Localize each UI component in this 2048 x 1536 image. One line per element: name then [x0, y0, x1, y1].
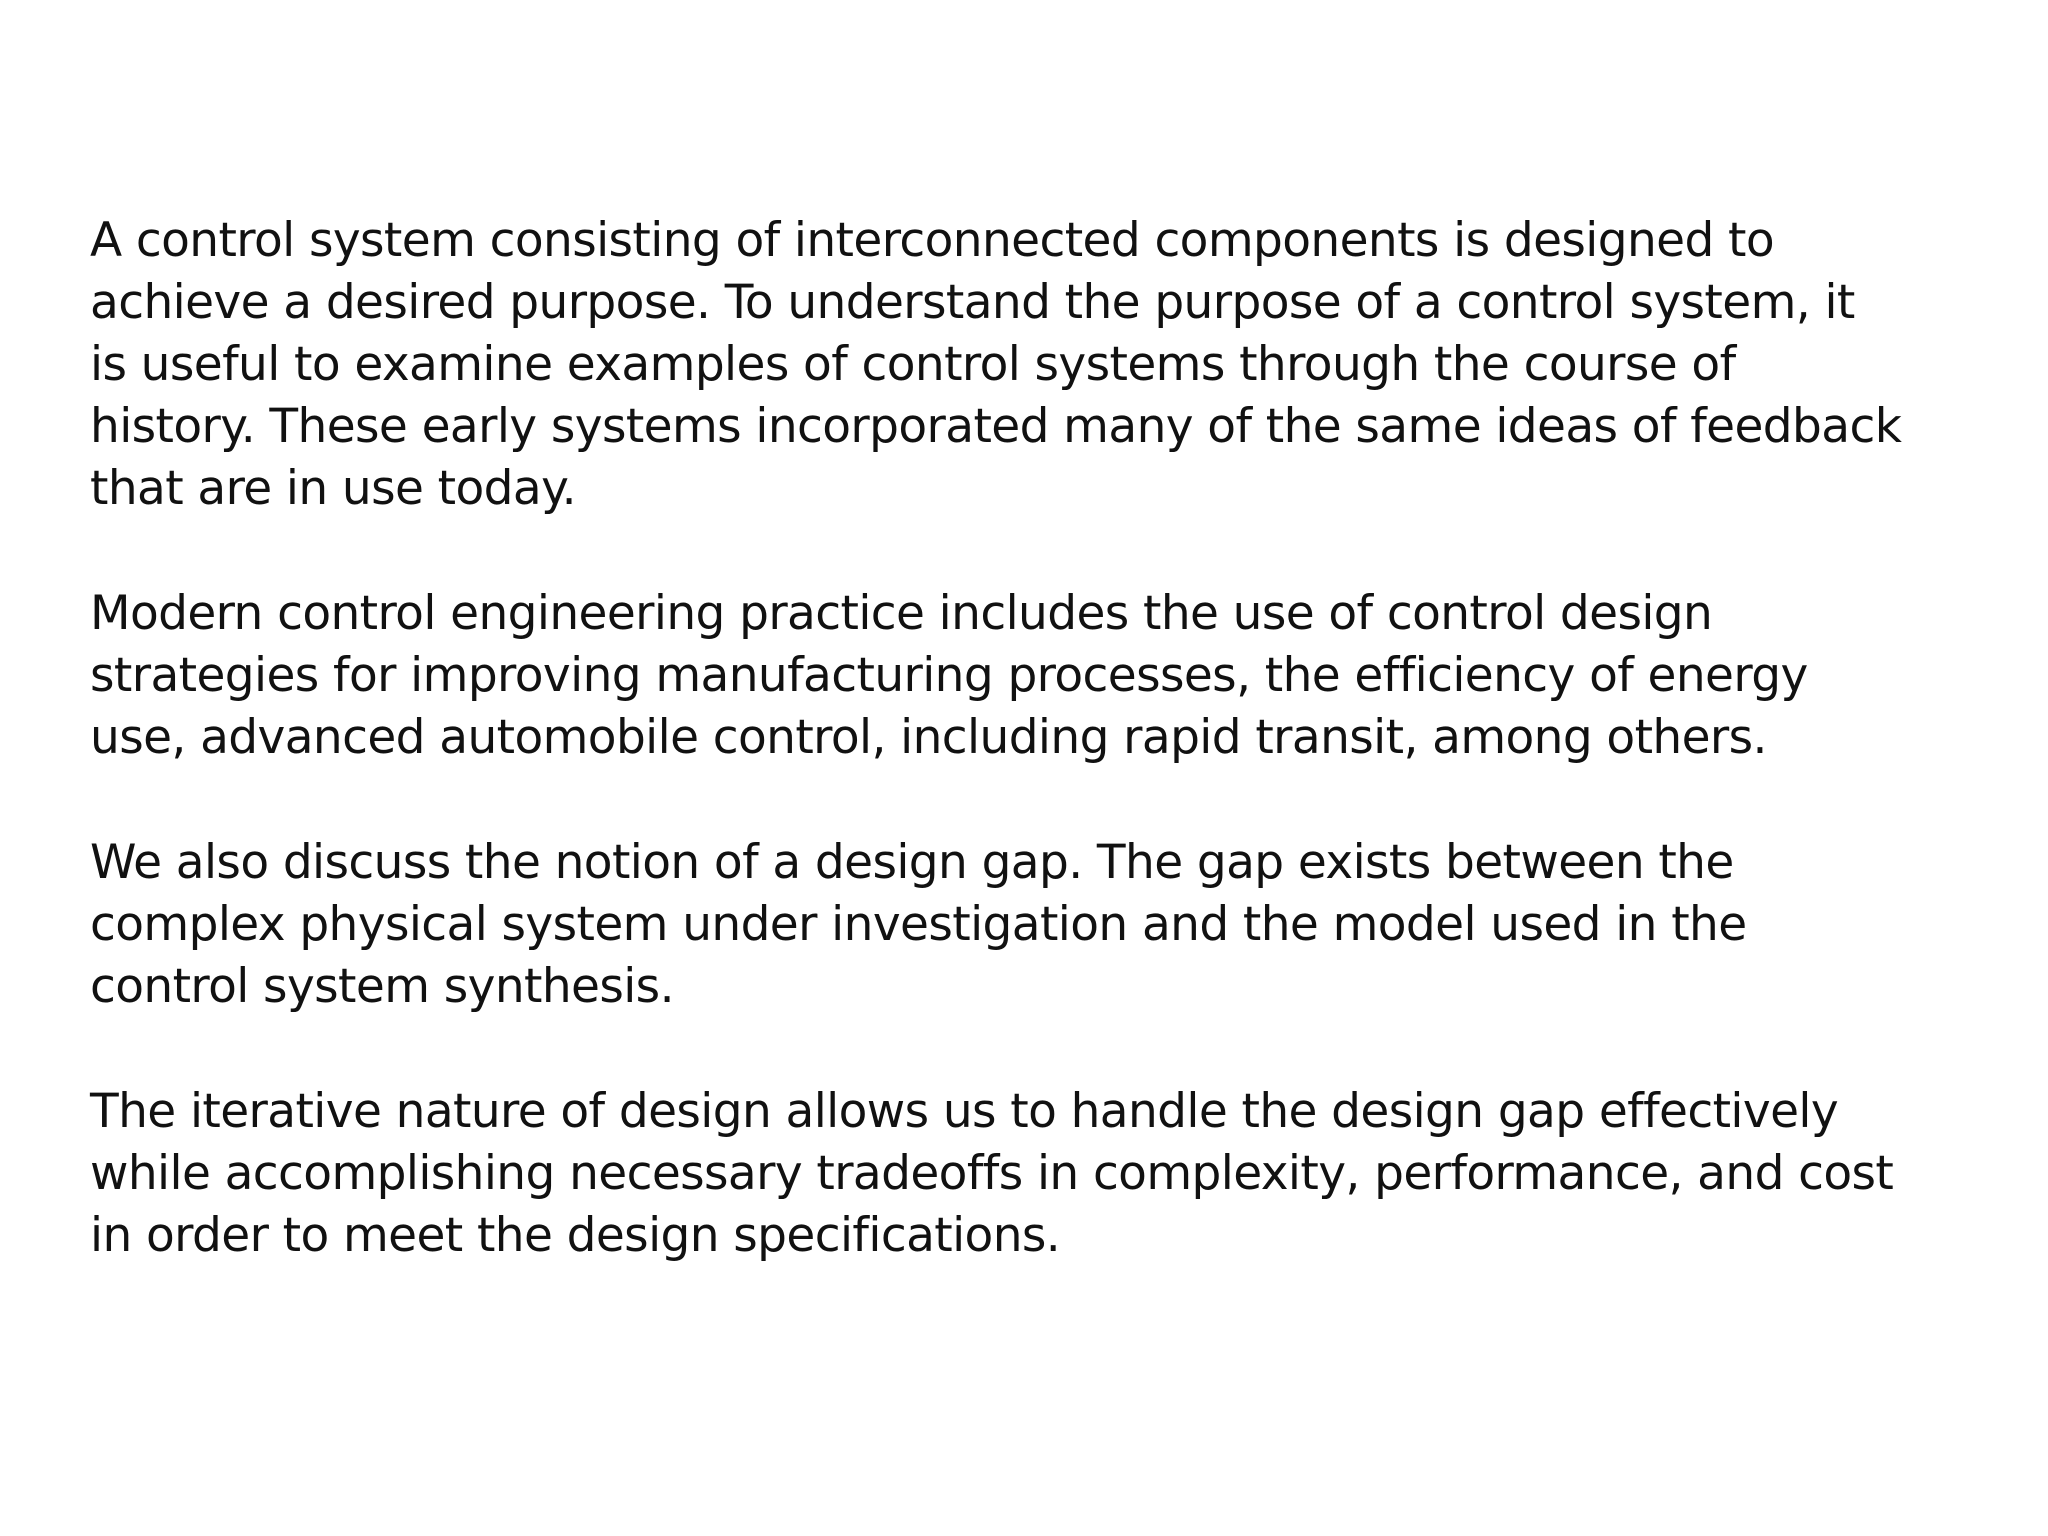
- paragraph-line: Modern control engineering practice includes the use of control design: [90, 586, 1713, 641]
- paragraph-line: is useful to examine examples of control systems through the course of: [90, 337, 1736, 392]
- paragraph-line: A control system consisting of interconnected components is designed to: [90, 213, 1775, 268]
- text-body: [90, 210, 2010, 1267]
- paragraph-spacer: [90, 520, 2010, 583]
- paragraph-spacer: [90, 769, 2010, 832]
- paragraph-spacer: [90, 1018, 2010, 1081]
- paragraph-line: achieve a desired purpose. To understand the purpose of a control system, it: [90, 275, 1855, 330]
- paragraph-line: in order to meet the design specifications.: [90, 1208, 1061, 1263]
- paragraph-control-system: [90, 210, 2010, 520]
- paragraph-line: that are in use today.: [90, 461, 576, 516]
- paragraph-line: control system synthesis.: [90, 959, 674, 1014]
- paragraph-iterative-design: [90, 1081, 2010, 1267]
- paragraph-line: complex physical system under investigation and the model used in the: [90, 897, 1747, 952]
- paragraph-line: use, advanced automobile control, including rapid transit, among others.: [90, 710, 1767, 765]
- paragraph-line: strategies for improving manufacturing processes, the efficiency of energy: [90, 648, 1808, 703]
- paragraph-line: while accomplishing necessary tradeoffs in complexity, performance, and cost: [90, 1146, 1894, 1201]
- paragraph-line: We also discuss the notion of a design gap. The gap exists between the: [90, 835, 1734, 890]
- paragraph-line: The iterative nature of design allows us to handle the design gap effectively: [90, 1084, 1839, 1139]
- paragraph-design-gap: [90, 832, 2010, 1018]
- paragraph-line: history. These early systems incorporated many of the same ideas of feedback: [90, 399, 1902, 454]
- paragraph-modern-practice: [90, 583, 2010, 769]
